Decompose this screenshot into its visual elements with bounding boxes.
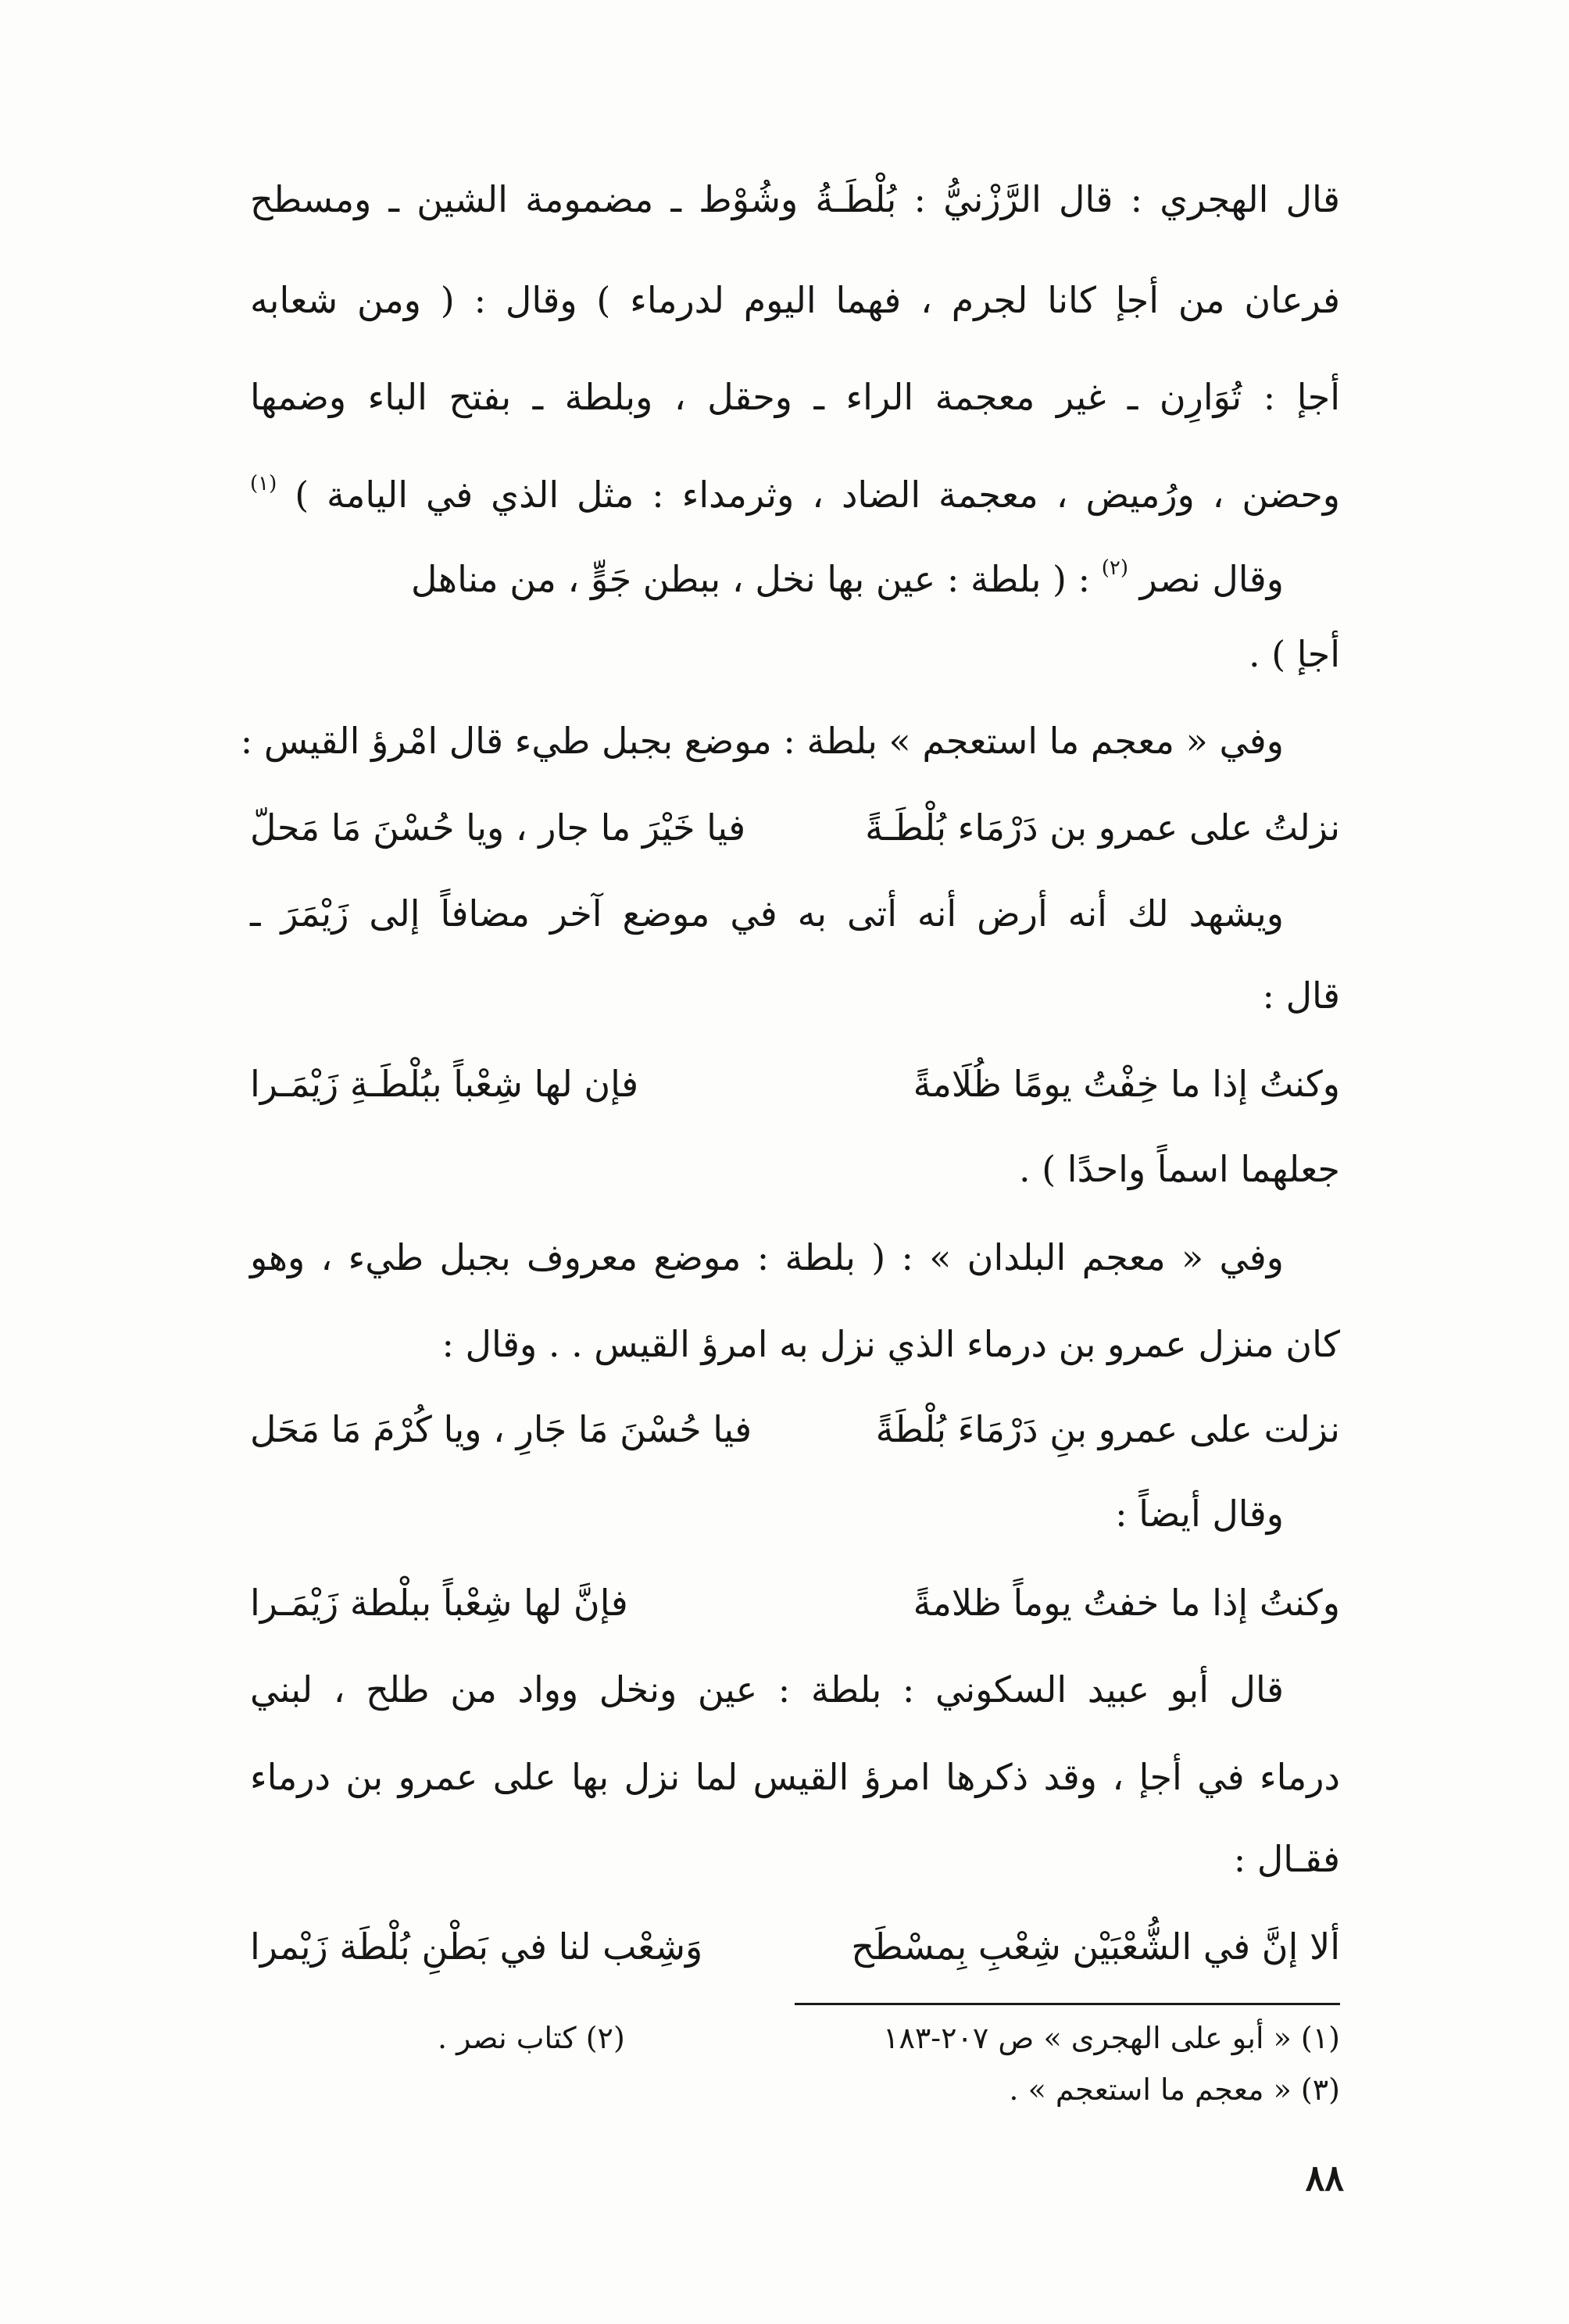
verse-first-hemistich: وكنتُ إذا ما خِفْتُ يومًا ظُلَامةً	[913, 1063, 1340, 1105]
text-line	[250, 1646, 1340, 1733]
verse-second-hemistich: فإن لها شِعْباً ببُلْطَـةِ زَيْمَـرا	[250, 1063, 639, 1105]
verse-second-hemistich: فيا حُسْنَ مَا جَارِ ، ويا كُرْمَ مَا مَحَل	[250, 1408, 752, 1450]
text-line-content: درماء في أجإ ، وقد ذكرها امرؤ القيس لما نزل بها على عمرو بن درماء	[250, 1756, 1340, 1798]
text-line-content: كان منزل عمرو بن درماء الذي نزل به امرؤ القيس . . وقال :	[441, 1323, 1340, 1365]
text-line	[250, 1733, 1340, 1821]
footnote-marker: (١)	[250, 472, 277, 495]
verse-line	[250, 1559, 1340, 1646]
text-line	[240, 697, 1340, 785]
footnote-3: (٣) « معجم ما استعجم » .	[1009, 2072, 1340, 2107]
text-line-content: قال :	[1262, 974, 1340, 1017]
text-line-content: وحضن ، ورُميض ، معجمة الضاد ، وثرمداء : مثل الذي في اليامة )	[295, 474, 1340, 516]
text-line-content: قال أبو عبيد السكوني : بلطة : عين ونخل وواد من طلح ، لبني	[250, 1668, 1284, 1711]
verse-first-hemistich: نزلتُ على عمرو بن دَرْمَاء بُلْطَـةً	[865, 806, 1340, 849]
text-line	[250, 440, 1340, 527]
text-line-content: وقال نصر	[1139, 558, 1284, 600]
text-line	[250, 870, 1340, 957]
text-line-content: فرعان من أجإ كانا لجرم ، فهما اليوم لدرماء ) وقال : ( ومن شعابه	[250, 279, 1340, 321]
text-line-content: وفي « معجم ما استعجم » بلطة : موضع بجبل طيء قال امْرؤ القيس :	[240, 720, 1284, 762]
text-line-content: جعلهما اسماً واحدًا ) .	[1018, 1148, 1340, 1190]
text-line-content: وقال أيضاً :	[1115, 1493, 1284, 1535]
text-line	[250, 156, 1340, 243]
footnote-2: (٢) كتاب نصر .	[438, 2021, 625, 2055]
verse-line	[250, 1903, 1340, 1990]
text-line	[250, 256, 1340, 344]
verse-first-hemistich: نزلت على عمرو بنِ دَرْمَاءَ بُلْطَةً	[875, 1408, 1340, 1450]
footnote-marker: (٢)	[1101, 556, 1129, 580]
text-line	[250, 353, 1340, 441]
text-line-content: أجإ : تُوَارِن ـ غير معجمة الراء ـ وحقل ، وبلطة ـ بفتح الباء وضمها	[250, 376, 1340, 418]
page-number: ٨٨	[1305, 2157, 1344, 2199]
footnote-separator	[795, 2003, 1340, 2005]
verse-line	[250, 784, 1340, 871]
text-line-content: ويشهد لك أنه أرض أنه أتى به في موضع آخر مضافاً إلى زَيْمَرَ ـ	[250, 892, 1284, 935]
text-line-content: : ( بلطة : عين بها نخل ، ببطن جَوٍّ ، من مناهل	[410, 558, 1091, 600]
verse-second-hemistich: فيا خَيْرَ ما جار ، ويا حُسْنَ مَا مَحلّ	[250, 806, 746, 849]
verse-first-hemistich: وكنتُ إذا ما خفتُ يوماً ظلامةً	[913, 1582, 1340, 1624]
text-line-content: فقـال :	[1233, 1838, 1340, 1880]
verse-second-hemistich: فإنَّ لها شِعْباً ببلْطة زَيْمَـرا	[250, 1582, 628, 1624]
footnote-1: (١) « أبو على الهجرى » ص ٢٠٧-١٨٣	[883, 2021, 1340, 2055]
text-line-content: أجإ ) .	[1248, 633, 1340, 675]
text-line	[250, 1214, 1340, 1301]
text-line	[250, 952, 1340, 1039]
text-line	[250, 1470, 1340, 1557]
text-line-content: قال الهجري : قال الرَّزْنيُّ : بُلْطَـةُ وشُوْط ـ مضمومة الشين ـ ومسطح	[250, 178, 1340, 220]
text-line	[250, 1300, 1340, 1388]
verse-second-hemistich: وَشِعْب لنا في بَطْنِ بُلْطَة زَيْمرا	[250, 1925, 703, 1968]
verse-first-hemistich: ألا إنَّ في الشُّعْبَيْن شِعْبِ بِمسْطَح	[851, 1925, 1340, 1968]
text-line	[250, 1125, 1340, 1213]
text-line	[250, 524, 1340, 612]
text-line	[250, 1815, 1340, 1903]
verse-line	[250, 1040, 1340, 1128]
text-line	[250, 610, 1340, 698]
text-line-content: وفي « معجم البلدان » : ( بلطة : موضع معروف بجبل طيء ، وهو	[250, 1236, 1284, 1278]
verse-line	[250, 1385, 1340, 1473]
